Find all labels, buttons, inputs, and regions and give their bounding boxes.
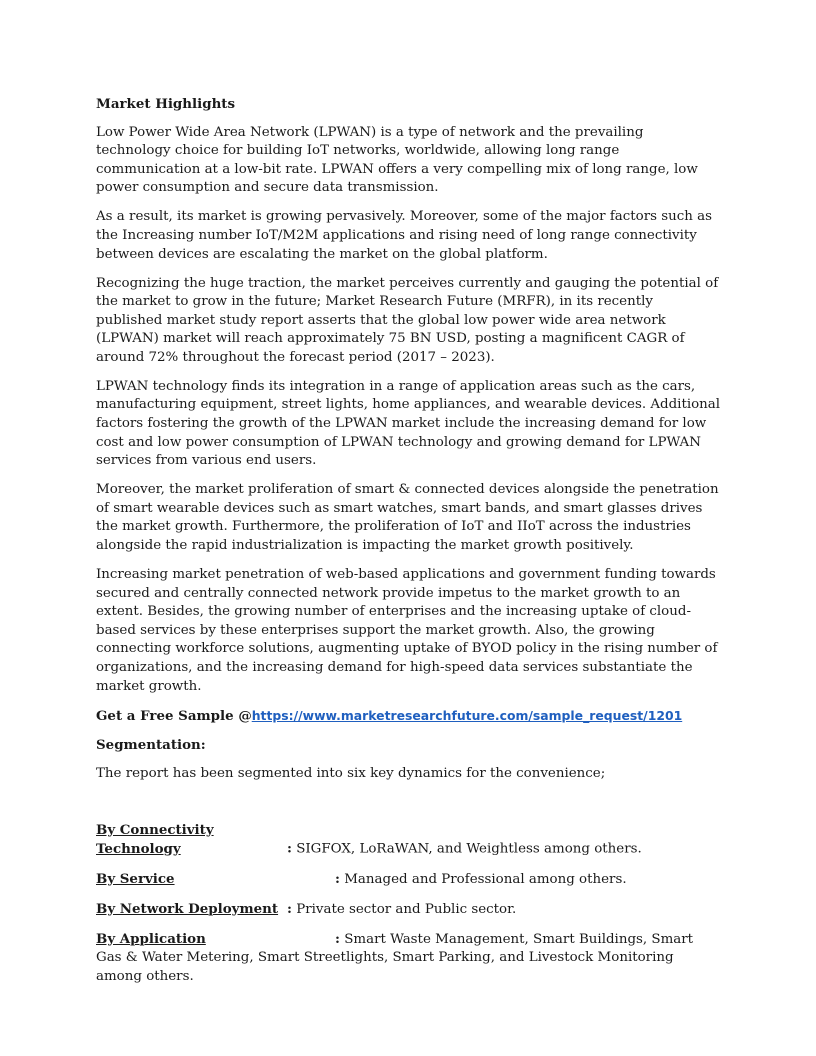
- paragraph: LPWAN technology finds its integration in a range of application areas such as the cars, manufacturing equipment, street lights, home appliances, and wearable devices. Additional factors fostering the growth of the LPWAN market include the increasing demand for low cost and low power consumption of LPWAN technology and growing demand for LPWAN services from various end users.: [96, 378, 721, 469]
- segment-row: [96, 900, 722, 920]
- segment-label: By Application: [96, 930, 206, 947]
- segment-label: By Service: [96, 870, 175, 887]
- sample-request-link[interactable]: https://www.marketresearchfuture.com/sample_request/1201: [251, 707, 683, 723]
- free-sample-line: [96, 707, 722, 726]
- segment-value: Smart Waste Management, Smart Buildings, Smart Gas & Water Metering, Smart Streetlights, Smart Parking, and Livestock Monitoring among others.: [96, 931, 694, 984]
- segment-value: Managed and Professional among others.: [339, 871, 627, 887]
- segment-row: [96, 930, 722, 987]
- segmentation-title: Segmentation:: [96, 736, 206, 753]
- document-page: [96, 95, 722, 997]
- segment-colon: :: [287, 840, 292, 857]
- segment-row: [96, 870, 722, 890]
- segment-value: SIGFOX, LoRaWAN, and Weightless among others.: [291, 841, 642, 857]
- paragraph: Low Power Wide Area Network (LPWAN) is a type of network and the prevailing technology choice for building IoT networks, worldwide, allowing long range communication at a low-bit rate. LPWAN offers a very compelling mix of long range, low power consumption and secure data transmission.: [96, 124, 698, 196]
- paragraph: Increasing market penetration of web-based applications and government funding towards secured and centrally connected network provide impetus to the market growth to an extent. Besides, the growing number of enterprises and the increasing uptake of cloud-based services by these enterprises support the market growth. Also, the growing connecting workforce solutions, augmenting uptake of BYOD policy in the rising number of organizations, and the increasing demand for high-speed data services substantiate the market growth.: [96, 567, 718, 694]
- paragraph: Moreover, the market proliferation of smart & connected devices alongside the penetration of smart wearable devices such as smart watches, smart bands, and smart glasses drives the market growth. Furthermore, the proliferation of IoT and IIoT across the industries alongside the rapid industrialization is impacting the market growth positively.: [96, 482, 719, 554]
- segment-label: By Connectivity Technology: [96, 822, 214, 857]
- section-heading: Market Highlights: [96, 96, 236, 112]
- segment-value: Private sector and Public sector.: [291, 901, 517, 917]
- free-sample-label: Get a Free Sample @: [96, 707, 252, 724]
- paragraph: As a result, its market is growing pervasively. Moreover, some of the major factors such as the Increasing number IoT/M2M applications and rising need of long range connectivity between devices are escalating the market on the global platform.: [96, 209, 712, 262]
- segment-label: By Network Deployment: [96, 900, 279, 917]
- segment-colon: :: [287, 900, 292, 917]
- segment-colon: :: [335, 930, 340, 947]
- paragraph: Recognizing the huge traction, the market perceives currently and gauging the potential of the market to grow in the future; Market Research Future (MRFR), in its recently published market study report asserts that the global low power wide area network (LPWAN) market will reach approximately 75 BN USD, posting a magnificent CAGR of around 72% throughout the forecast period (2017 – 2023).: [96, 275, 719, 365]
- segmentation-intro: The report has been segmented into six key dynamics for the convenience;: [96, 765, 606, 781]
- segment-row: [96, 821, 722, 859]
- segment-colon: :: [335, 870, 340, 887]
